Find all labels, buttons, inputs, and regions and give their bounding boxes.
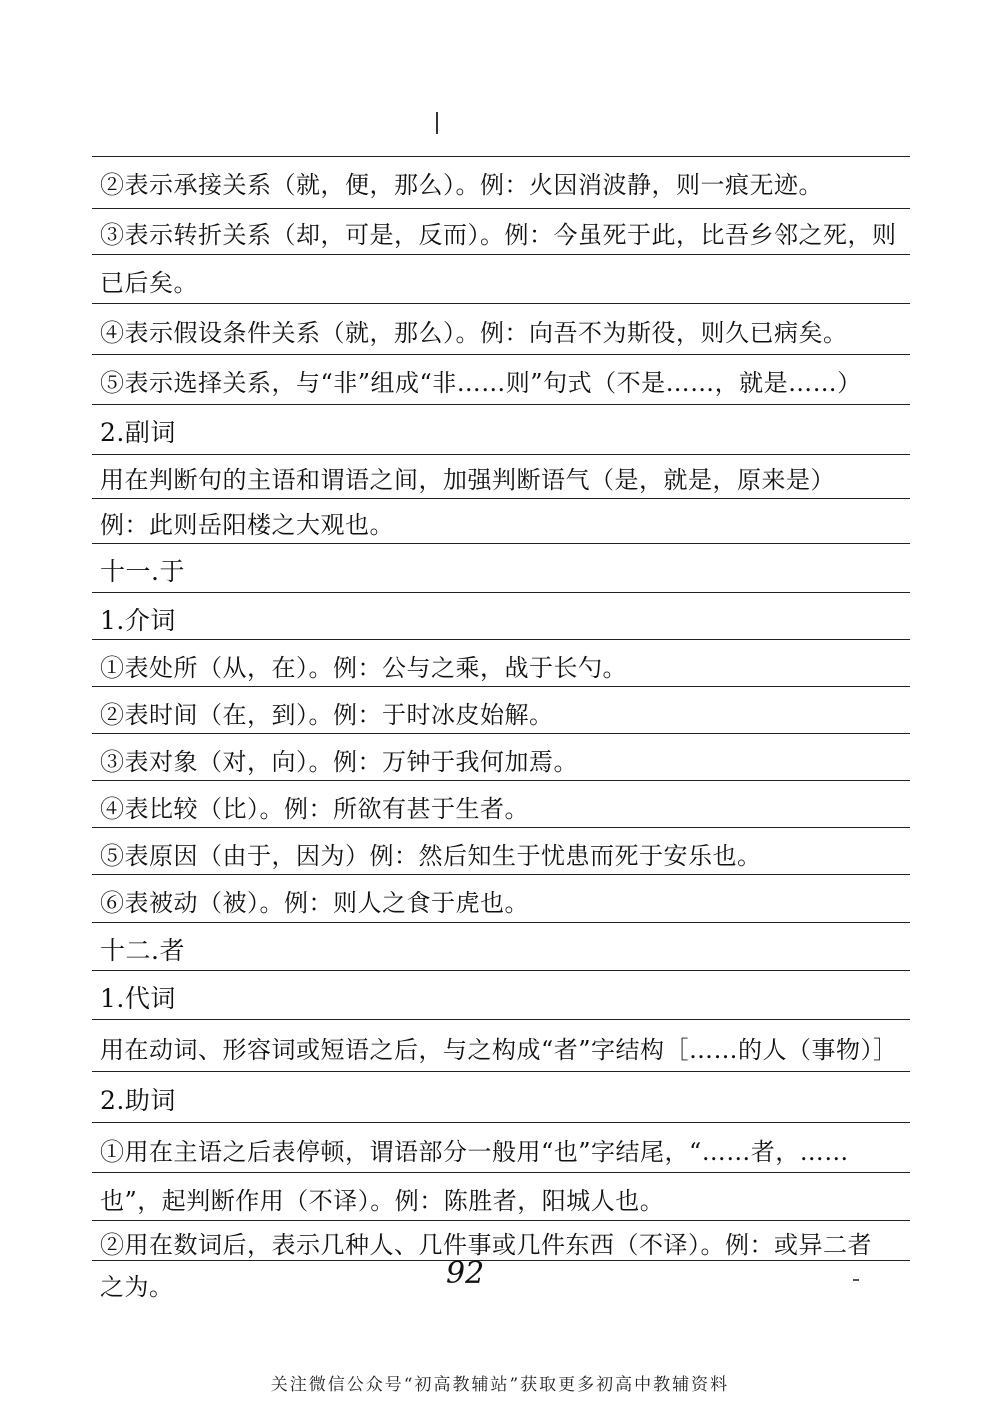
ruled-line bbox=[92, 1260, 910, 1261]
ruled-line bbox=[92, 970, 910, 971]
ruled-line bbox=[92, 498, 910, 499]
heading-adverb: 2.副词 bbox=[100, 418, 176, 447]
ruled-line bbox=[92, 686, 910, 687]
text-line-3: 已后矣。 bbox=[100, 269, 198, 297]
text-line-4: ④表示假设条件关系（就，那么）。例：向吾不为斯役，则久已病矣。 bbox=[100, 319, 848, 347]
text-line-19: 用在动词、形容词或短语之后，与之构成“者”字结构［……的人（事物）］ bbox=[100, 1036, 898, 1064]
text-line-5: ⑤表示选择关系，与“非”组成“非……则”句式（不是……，就是……） bbox=[100, 369, 862, 397]
ruled-line bbox=[92, 454, 910, 455]
text-line-7: 用在判断句的主语和谓语之间，加强判断语气（是，就是，原来是） bbox=[100, 466, 835, 494]
text-line-1: ②表示承接关系（就，便，那么）。例：火因消波静，则一痕无迹。 bbox=[100, 171, 823, 199]
ruled-line bbox=[92, 780, 910, 781]
ruled-line bbox=[92, 733, 910, 734]
text-line-24: 之为。 bbox=[100, 1273, 174, 1301]
ruled-line bbox=[92, 639, 910, 640]
heading-particle: 2.助词 bbox=[100, 1086, 176, 1115]
footer-note: 关注微信公众号“初高教辅站”获取更多初高中教辅资料 bbox=[270, 1375, 730, 1395]
ruled-line bbox=[92, 543, 910, 544]
ruled-line bbox=[92, 1172, 910, 1173]
text-line-11: ①表处所（从，在）。例：公与之乘，战于长勺。 bbox=[100, 654, 627, 682]
ruled-line bbox=[92, 208, 910, 209]
heading-section-12: 十二.者 bbox=[100, 936, 185, 965]
ruled-line bbox=[92, 592, 910, 593]
text-line-16: ⑥表被动（被）。例：则人之食于虎也。 bbox=[100, 889, 529, 917]
text-line-22: 也”，起判断作用（不译）。例：陈胜者，阳城人也。 bbox=[100, 1187, 665, 1215]
ruled-line bbox=[92, 1220, 910, 1221]
margin-tick-mark bbox=[436, 112, 438, 134]
text-line-15: ⑤表原因（由于，因为）例：然后知生于忧患而死于安乐也。 bbox=[100, 842, 762, 870]
ruled-line bbox=[92, 1122, 910, 1123]
text-line-12: ②表时间（在，到）。例：于时冰皮始解。 bbox=[100, 701, 554, 729]
scan-mark bbox=[853, 1279, 859, 1281]
text-line-13: ③表对象（对，向）。例：万钟于我何加焉。 bbox=[100, 748, 578, 776]
ruled-line bbox=[92, 303, 910, 304]
ruled-line bbox=[92, 922, 910, 923]
ruled-line bbox=[92, 1019, 910, 1020]
ruled-line bbox=[92, 404, 910, 405]
heading-pronoun: 1.代词 bbox=[100, 984, 176, 1013]
ruled-line bbox=[92, 827, 910, 828]
page-number: 92 bbox=[446, 1256, 485, 1291]
text-line-21: ①用在主语之后表停顿，谓语部分一般用“也”字结尾，“……者，…… bbox=[100, 1138, 849, 1166]
text-line-2: ③表示转折关系（却，可是，反而）。例：今虽死于此，比吾乡邻之死，则 bbox=[100, 221, 897, 249]
text-line-8: 例：此则岳阳楼之大观也。 bbox=[100, 511, 394, 539]
ruled-line bbox=[92, 254, 910, 255]
heading-preposition: 1.介词 bbox=[100, 606, 176, 635]
ruled-line bbox=[92, 874, 910, 875]
ruled-line bbox=[92, 156, 910, 157]
text-line-14: ④表比较（比）。例：所欲有甚于生者。 bbox=[100, 795, 529, 823]
ruled-line bbox=[92, 1071, 910, 1072]
text-line-23: ②用在数词后，表示几种人、几件事或几件东西（不译）。例：或异二者 bbox=[100, 1231, 872, 1259]
heading-section-11: 十一.于 bbox=[100, 557, 185, 586]
ruled-line bbox=[92, 354, 910, 355]
